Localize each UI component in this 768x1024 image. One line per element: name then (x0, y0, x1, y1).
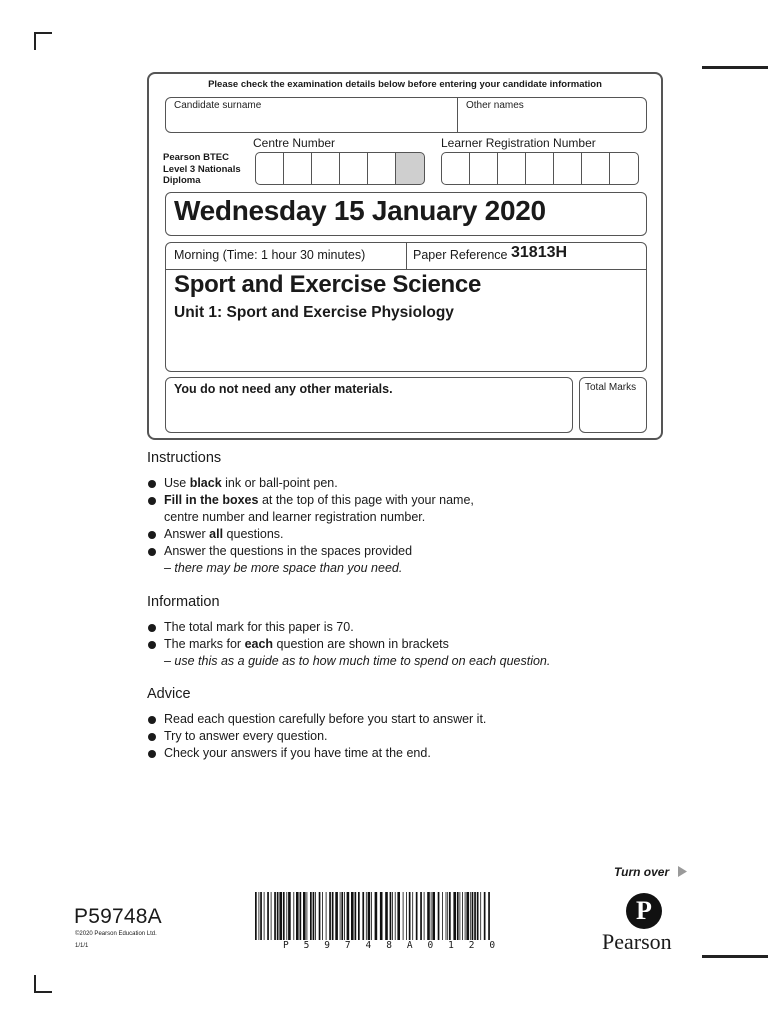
centre-number-cell[interactable] (339, 152, 369, 185)
learner-reg-cell[interactable] (525, 152, 555, 185)
barcode-bar (315, 892, 316, 940)
barcode-bar (453, 892, 456, 940)
pearson-logo-icon (626, 893, 662, 929)
candidate-surname-field[interactable] (165, 97, 459, 133)
barcode-bar (341, 892, 343, 940)
barcode-bar (395, 892, 396, 940)
learner-reg-cell[interactable] (441, 152, 471, 185)
barcode-bar (431, 892, 432, 940)
pearson-logo-letter: P (636, 896, 652, 925)
barcode-bar (351, 892, 354, 940)
barcode-bar (329, 892, 331, 940)
barcode-bar (457, 892, 459, 940)
bullet-icon (148, 641, 156, 649)
bullet-icon (148, 733, 156, 741)
learner-reg-cell[interactable] (581, 152, 611, 185)
date-box (165, 192, 647, 236)
information-heading: Information (147, 594, 220, 610)
learner-reg-label: Learner Registration Number (441, 136, 596, 150)
check-notice: Please check the examination details below before entering your candidate information (208, 79, 602, 90)
centre-number-label: Centre Number (253, 136, 336, 150)
list-item: Try to answer every question. (147, 728, 627, 745)
barcode-bar (293, 892, 294, 940)
list-item: Answer the questions in the spaces provided – there may be more space than you need. (147, 543, 627, 577)
barcode-bar (300, 892, 302, 940)
bullet-icon (148, 548, 156, 556)
edge-bar-bottom (702, 955, 768, 958)
print-code: 1/1/1 (75, 943, 89, 949)
learner-reg-cell[interactable] (497, 152, 527, 185)
barcode-bar (335, 892, 338, 940)
instruction-note: – there may be more space than you need. (164, 561, 403, 575)
barcode-bar (447, 892, 448, 940)
list-item: Use black ink or ball-point pen. (147, 475, 627, 492)
barcode-bar (466, 892, 469, 940)
barcode-bar (412, 892, 413, 940)
crop-mark-top-left-h (34, 32, 52, 34)
barcode-bar (385, 892, 388, 940)
list-item: Check your answers if you have time at the end. (147, 745, 627, 762)
bullet-icon (148, 531, 156, 539)
centre-number-cell[interactable] (311, 152, 341, 185)
barcode-bar (462, 892, 463, 940)
barcode-bar (397, 892, 400, 940)
barcode-bar (477, 892, 479, 940)
barcode-bar (424, 892, 425, 940)
barcode-bar (368, 892, 371, 940)
barcode-bar (267, 892, 269, 940)
turn-over-text (614, 865, 687, 879)
paper-reference-cell (407, 243, 646, 270)
other-names-label: Other names (466, 100, 524, 111)
barcode-bar (322, 892, 323, 940)
barcode-bar (432, 892, 435, 940)
advice-heading: Advice (147, 686, 191, 702)
barcode-bar (474, 892, 476, 940)
centre-number-cell[interactable] (255, 152, 285, 185)
paper-details-box (165, 242, 647, 372)
learner-reg-cell[interactable] (553, 152, 583, 185)
barcode-bar (380, 892, 383, 940)
barcode-bar (416, 892, 418, 940)
qualification-line-1: Pearson BTEC (163, 152, 229, 163)
barcode-bar (310, 892, 312, 940)
qualification-line-3: Diploma (163, 175, 201, 186)
crop-mark-bottom-left-h (34, 991, 52, 993)
paper-reference-code: 31813H (511, 244, 568, 261)
barcode-bar (259, 892, 260, 940)
session-text: Morning (Time: 1 hour 30 minutes) (174, 248, 366, 262)
session-cell (166, 243, 407, 270)
centre-number-cell[interactable] (283, 152, 313, 185)
barcode-bar (286, 892, 287, 940)
materials-box (165, 377, 573, 433)
instructions-heading: Instructions (147, 450, 222, 466)
pearson-wordmark: Pearson (602, 929, 672, 954)
barcode-bar (488, 892, 490, 940)
barcode-bar (271, 892, 272, 940)
barcode-bar (347, 892, 350, 940)
barcode-bar (332, 892, 334, 940)
information-note: – use this as a guide as to how much time to spend on each question. (164, 654, 551, 668)
barcode-bar (344, 892, 345, 940)
barcode-bar (460, 892, 461, 940)
centre-number-cell-shaded (395, 152, 425, 185)
barcode-bar (480, 892, 481, 940)
crop-mark-top-left (34, 32, 36, 50)
barcode-bar (319, 892, 321, 940)
list-item: The marks for each question are shown in brackets – use this as a guide as to how much time to spend on each question. (147, 636, 647, 670)
copyright-text: ©2020 Pearson Education Ltd. (75, 931, 157, 937)
bullet-icon (148, 480, 156, 488)
centre-number-cell[interactable] (367, 152, 397, 185)
barcode-bar (403, 892, 404, 940)
barcode-bar (406, 892, 407, 940)
list-item: Read each question carefully before you start to answer it. (147, 711, 627, 728)
instructions-list (147, 475, 627, 577)
barcode-bar (296, 892, 299, 940)
barcode-bar (420, 892, 422, 940)
bullet-icon (148, 497, 156, 505)
information-list (147, 619, 647, 670)
barcode-bar (307, 892, 308, 940)
barcode-bar (313, 892, 315, 940)
bullet-icon (148, 716, 156, 724)
list-item: Fill in the boxes at the top of this page with your name, centre number and learner registration number. (147, 492, 627, 526)
list-item: Answer all questions. (147, 526, 627, 543)
qualification-block (163, 152, 241, 187)
barcode-bar (355, 892, 357, 940)
learner-reg-cell[interactable] (609, 152, 639, 185)
barcode-bar (427, 892, 430, 940)
total-marks-box (579, 377, 647, 433)
edge-bar-top (702, 66, 768, 69)
list-item: The total mark for this paper is 70. (147, 619, 647, 636)
other-names-field[interactable] (457, 97, 647, 133)
barcode-bar (264, 892, 265, 940)
barcode-bar (438, 892, 440, 940)
paper-code: P59748A (74, 905, 162, 928)
centre-number-boxes[interactable] (255, 152, 423, 185)
barcode-bar (375, 892, 378, 940)
barcode-bar (470, 892, 471, 940)
barcode-bar (449, 892, 451, 940)
barcode-bar (362, 892, 364, 940)
barcode-bar (279, 892, 282, 940)
barcode-bar (484, 892, 486, 940)
barcode-bar (392, 892, 393, 940)
barcode-bar (390, 892, 392, 940)
bullet-icon (148, 624, 156, 632)
barcode-bar (366, 892, 367, 940)
candidate-surname-label: Candidate surname (174, 100, 262, 111)
barcode-bar (340, 892, 341, 940)
turn-over-label: Turn over (614, 865, 670, 879)
barcode-bar (465, 892, 466, 940)
barcode-bar (277, 892, 279, 940)
materials-text: You do not need any other materials. (174, 382, 393, 396)
barcode-bar (260, 892, 262, 940)
barcode-bar (283, 892, 285, 940)
barcode-bar (288, 892, 291, 940)
paper-reference-label: Paper Reference (413, 248, 508, 262)
barcode-bar (326, 892, 327, 940)
candidate-info-frame (147, 72, 663, 440)
barcode-bar (442, 892, 443, 940)
bullet-icon (148, 750, 156, 758)
total-marks-label: Total Marks (585, 382, 637, 393)
barcode-bar (303, 892, 306, 940)
barcode-bar (255, 892, 257, 940)
play-arrow-icon (677, 866, 687, 877)
barcode-bar (358, 892, 360, 940)
learner-reg-boxes[interactable] (441, 152, 637, 185)
barcode-text: P 5 9 7 4 8 A 0 1 2 0 (283, 940, 500, 951)
barcode-bar (274, 892, 276, 940)
qualification-line-2: Level 3 Nationals (163, 163, 241, 175)
exam-date: Wednesday 15 January 2020 (174, 195, 546, 226)
barcode-bar (472, 892, 474, 940)
barcode (253, 892, 493, 940)
barcode-bar (409, 892, 411, 940)
subject-title: Sport and Exercise Science (174, 271, 482, 298)
learner-reg-cell[interactable] (469, 152, 499, 185)
barcode-bar (371, 892, 372, 940)
advice-list (147, 711, 627, 762)
barcode-bar (446, 892, 447, 940)
unit-title: Unit 1: Sport and Exercise Physiology (174, 304, 454, 321)
barcode-bars (253, 892, 493, 940)
